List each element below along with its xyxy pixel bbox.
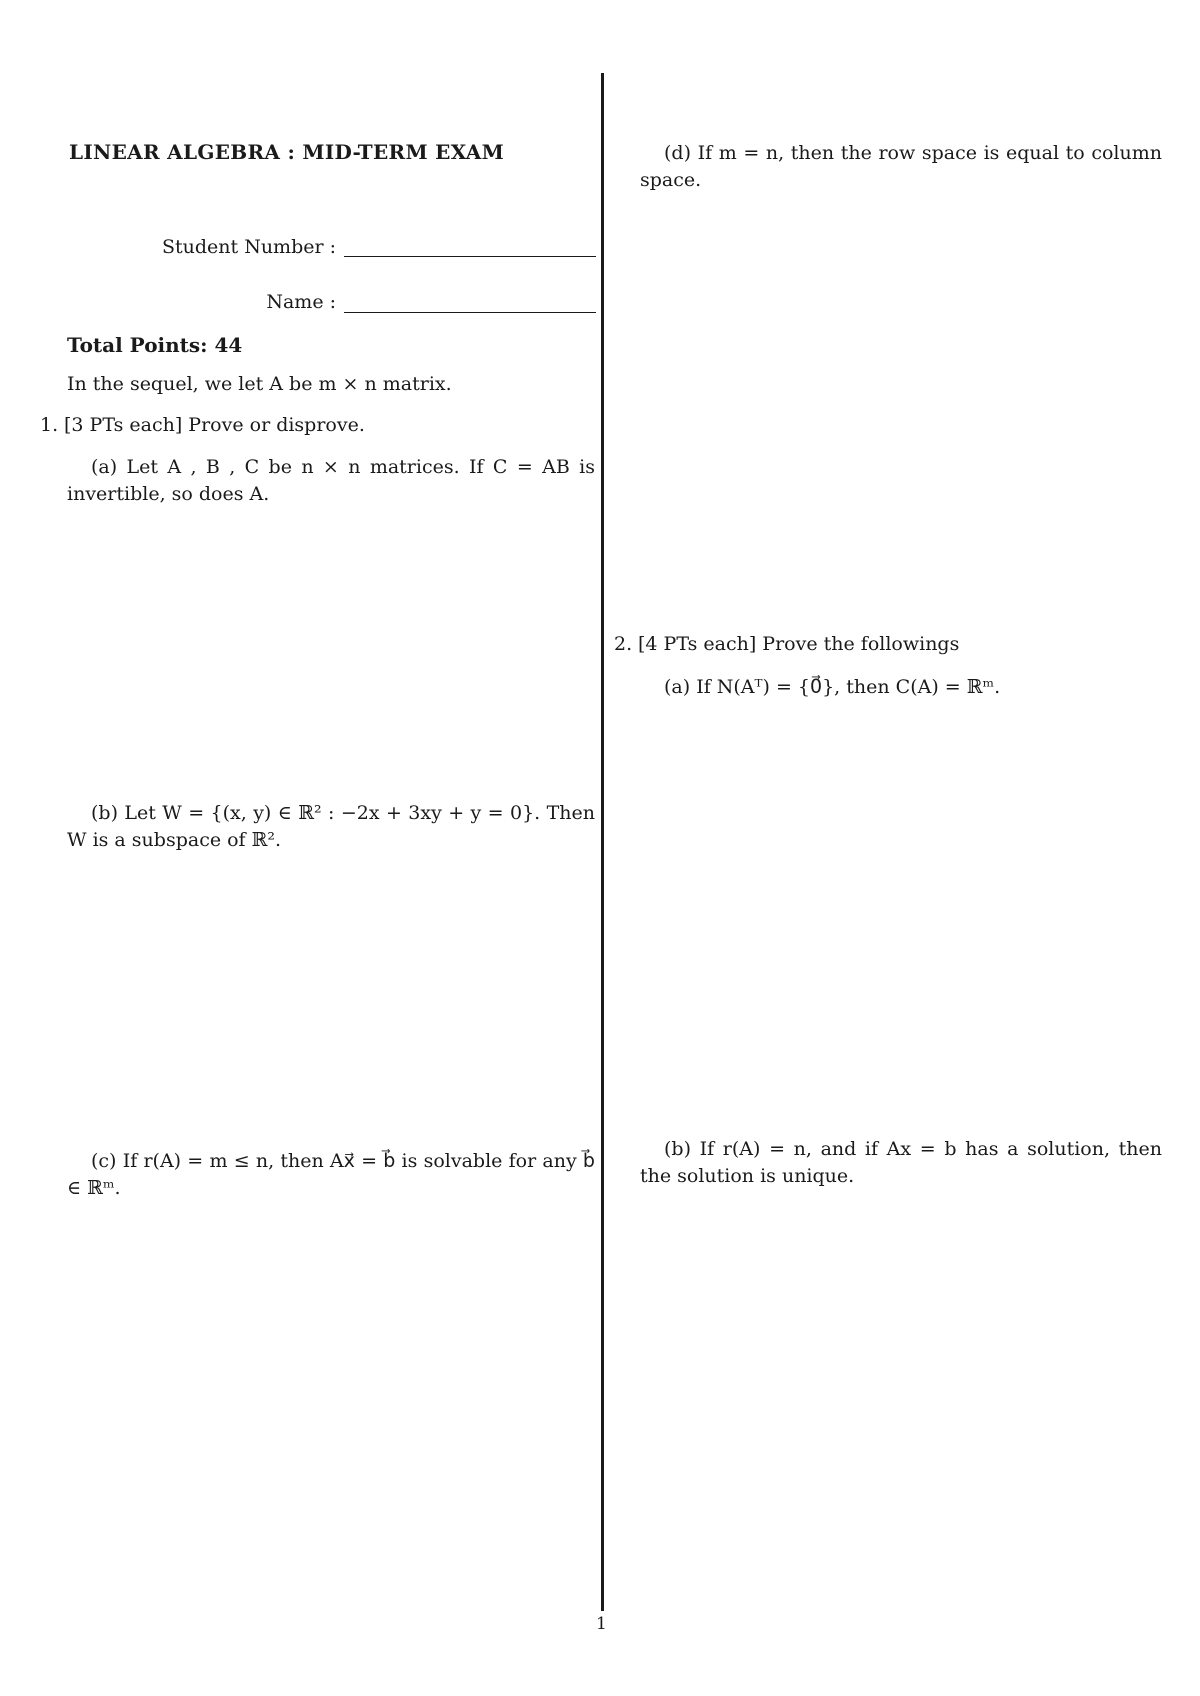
student-number-field[interactable] [344, 256, 596, 257]
question-2-number: 2. [614, 633, 633, 655]
question-1-header [40, 414, 365, 436]
student-number-label: Student Number : [161, 236, 336, 258]
question-1b: (b) Let W = {(x, y) ∈ ℝ² : −2x + 3xy + y = 0}. Then W is a subspace of ℝ². [67, 802, 595, 851]
total-points: Total Points: 44 [67, 333, 243, 357]
name-field[interactable] [344, 312, 596, 313]
question-1d: (d) If m = n, then the row space is equal to column space. [640, 142, 1162, 191]
question-1-header-text: [3 PTs each] Prove or disprove. [64, 414, 365, 436]
name-label: Name : [266, 291, 336, 313]
question-1-number: 1. [40, 414, 59, 436]
page-number: 1 [596, 1614, 607, 1634]
sequel-text: In the sequel, we let A be m × n matrix. [67, 373, 452, 395]
column-divider [601, 73, 604, 1611]
question-2a: (a) If N(Aᵀ) = {0⃗}, then C(A) = ℝᵐ. [664, 676, 1001, 698]
question-2-header [614, 633, 959, 655]
question-1a: (a) Let A , B , C be n × n matrices. If C = AB is invertible, so does A. [67, 456, 595, 505]
question-1c: (c) If r(A) = m ≤ n, then Ax⃗ = b⃗ is solvable for any b⃗ ∈ ℝᵐ. [67, 1150, 595, 1199]
question-2b: (b) If r(A) = n, and if Ax = b has a solution, then the solution is unique. [640, 1138, 1162, 1187]
exam-title: LINEAR ALGEBRA : MID-TERM EXAM [69, 140, 505, 164]
question-2-header-text: [4 PTs each] Prove the followings [638, 633, 960, 655]
